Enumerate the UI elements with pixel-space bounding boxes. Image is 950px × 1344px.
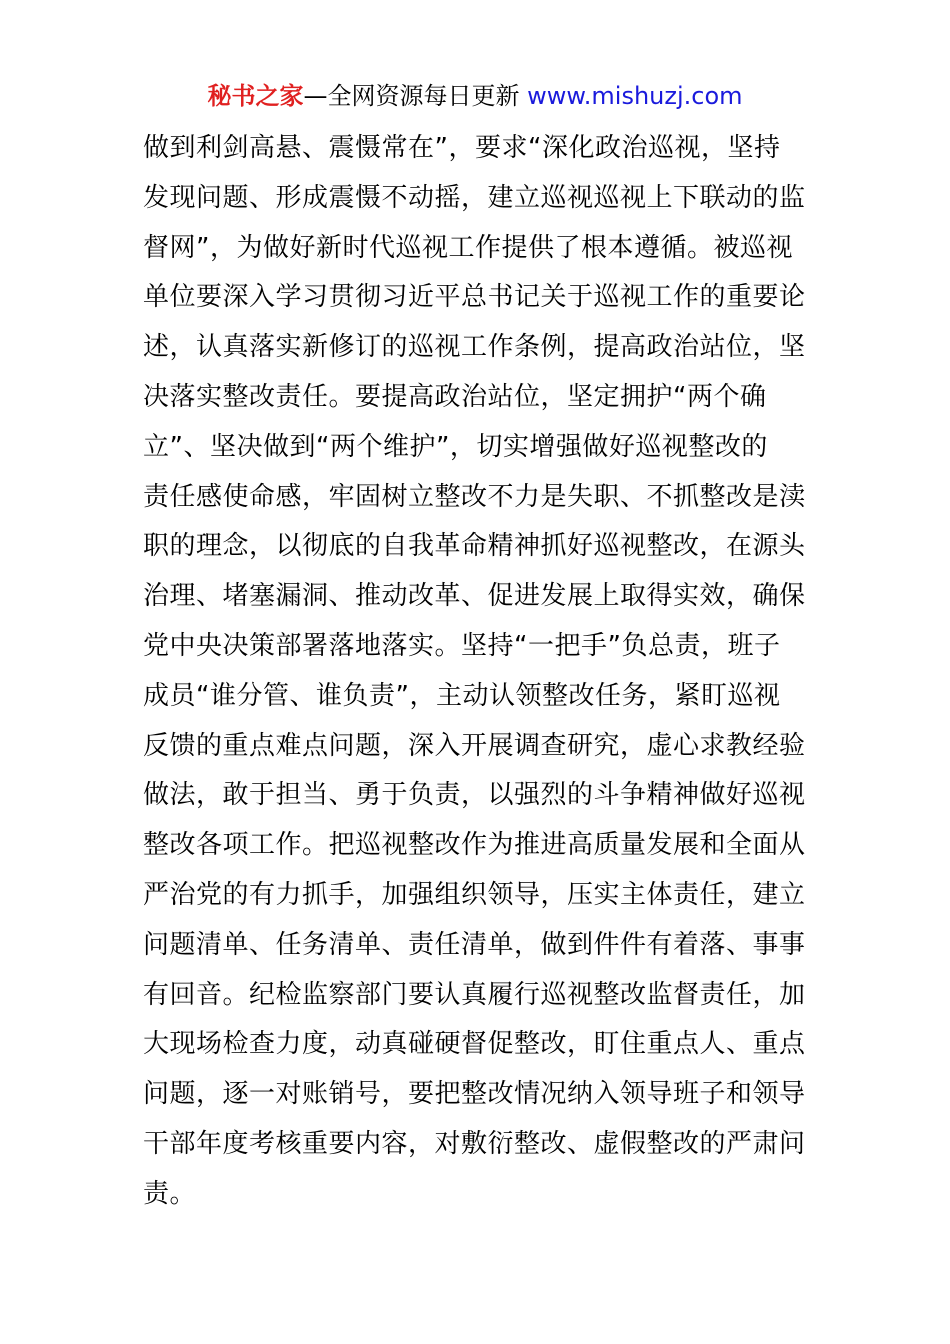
text-line: 督网”，为做好新时代巡视工作提供了根本遵循。被巡视 (143, 232, 793, 263)
text-line: 责。 (143, 1178, 197, 1209)
text-line: 反馈的重点难点问题，深入开展调查研究，虚心求教经验 (143, 730, 806, 761)
text-line: 整改各项工作。把巡视整改作为推进高质量发展和全面从 (143, 830, 806, 861)
text-line: 严治党的有力抓手，加强组织领导，压实主体责任，建立 (143, 879, 806, 910)
text-line: 问题，逐一对账销号，要把整改情况纳入领导班子和领导 (143, 1079, 806, 1110)
header-tagline: —全网资源每日更新 (303, 82, 528, 110)
text-line: 职的理念，以彻底的自我革命精神抓好巡视整改，在源头 (143, 531, 806, 562)
text-line: 干部年度考核重要内容，对敷衍整改、虚假整改的严肃问 (143, 1128, 806, 1159)
text-line: 立”、坚决做到“两个维护”，切实增强做好巡视整改的 (143, 431, 768, 462)
text-line: 述，认真落实新修订的巡视工作条例，提高政治站位，坚 (143, 332, 806, 363)
website-link[interactable]: www.mishuzj.com (527, 82, 743, 110)
brand-name: 秘书之家 (207, 82, 304, 110)
text-line: 单位要深入学习贯彻习近平总书记关于巡视工作的重要论 (143, 282, 806, 313)
text-line: 做到利剑高悬、震慑常在”，要求“深化政治巡视，坚持 (143, 133, 781, 163)
text-line: 党中央决策部署落地落实。坚持“一把手”负总责，班子 (143, 630, 781, 661)
text-line: 责任感使命感，牢固树立整改不力是失职、不抓整改是渎 (143, 481, 806, 512)
text-line: 大现场检查力度，动真碰硬督促整改，盯住重点人、重点 (143, 1029, 806, 1060)
page-header (0, 80, 950, 112)
text-line: 成员“谁分管、谁负责”，主动认领整改任务，紧盯巡视 (143, 680, 781, 711)
text-line: 做法，敢于担当、勇于负责，以强烈的斗争精神做好巡视 (143, 780, 806, 811)
text-line: 治理、堵塞漏洞、推动改革、促进发展上取得实效，确保 (143, 581, 806, 612)
text-line: 决落实整改责任。要提高政治站位，坚定拥护“两个确 (143, 381, 767, 412)
text-line: 发现问题、形成震慑不动摇，建立巡视巡视上下联动的监 (143, 182, 806, 213)
text-line: 问题清单、任务清单、责任清单，做到件件有着落、事事 (143, 929, 806, 960)
text-line: 有回音。纪检监察部门要认真履行巡视整改监督责任，加 (143, 979, 806, 1010)
document-body (143, 124, 809, 1220)
